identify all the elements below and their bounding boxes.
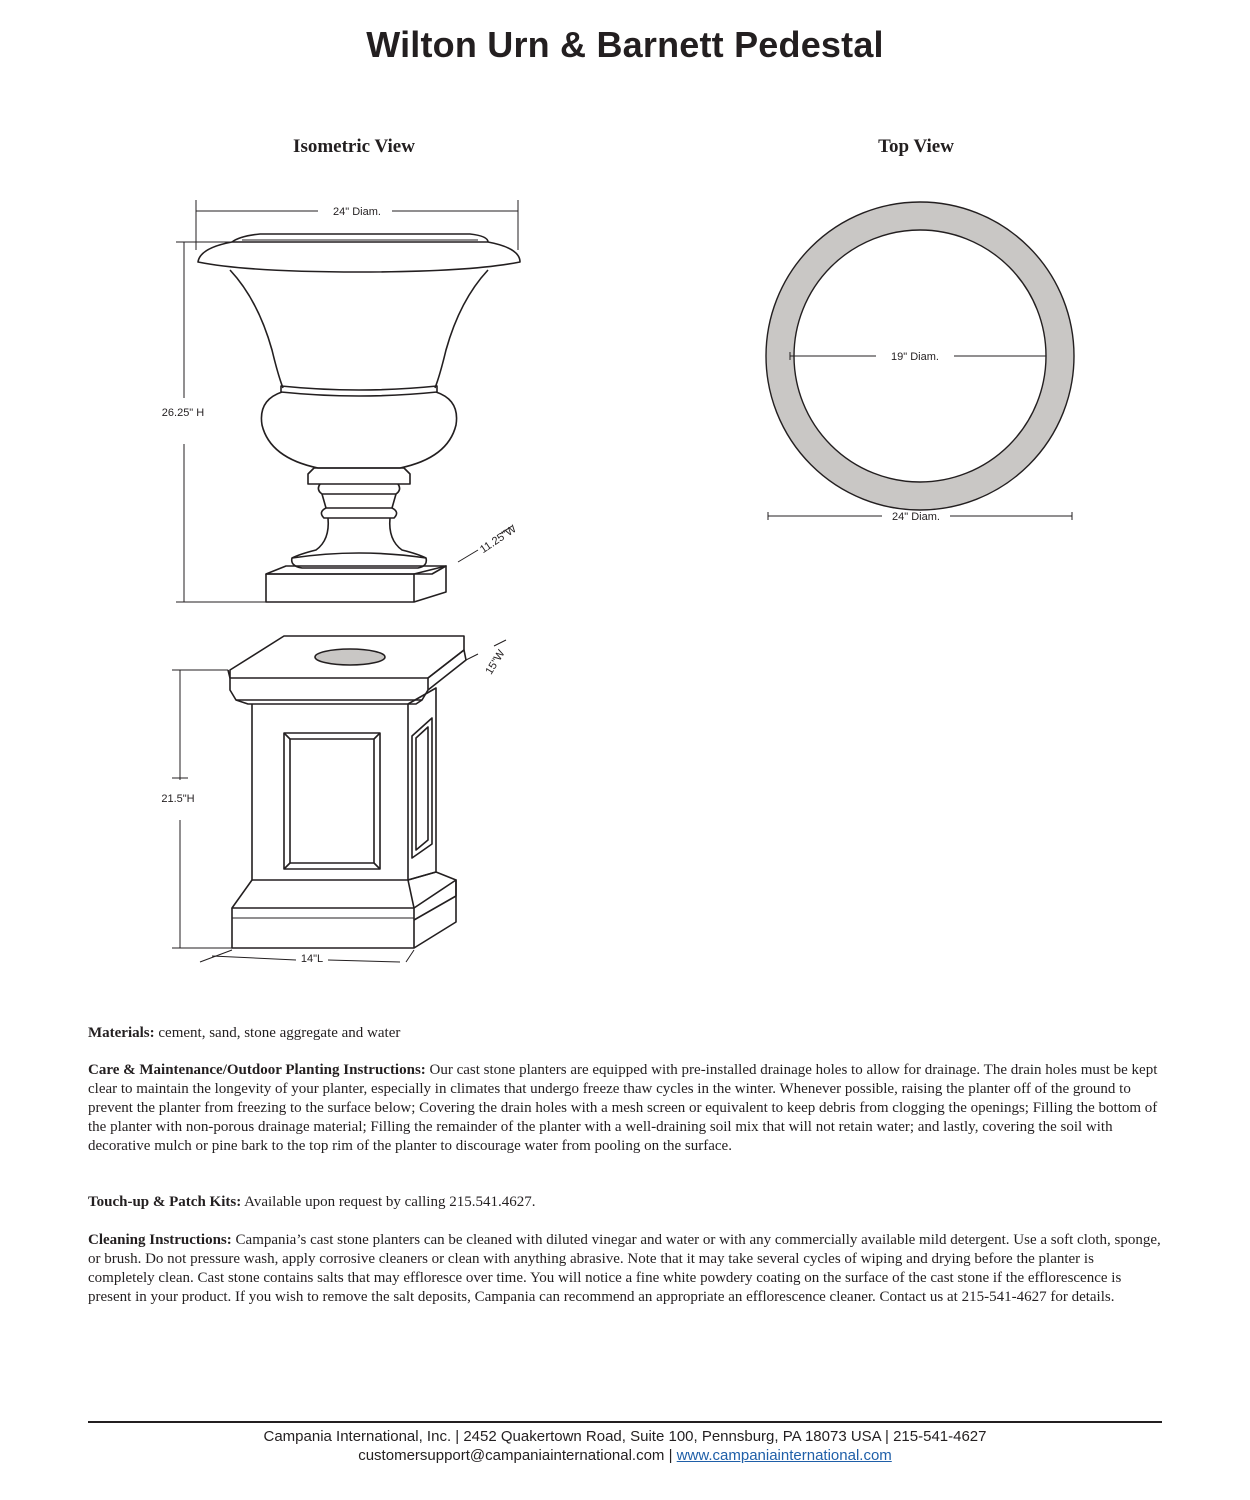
care-section [88,1061,1163,1156]
footer-email[interactable]: customersupport@campaniainternational.com [358,1447,665,1464]
footer-separator: | [664,1447,677,1464]
materials-section [88,1024,1163,1043]
isometric-dimension-lines [172,200,518,962]
touchup-text: Available upon request by calling 215.541.4627. [241,1194,536,1210]
cleaning-section [88,1231,1163,1307]
top-inner-diameter-label: 19" Diam. [891,351,939,363]
materials-text: cement, sand, stone aggregate and water [154,1025,401,1041]
footer-address: Campania International, Inc. | 2452 Quakertown Road, Suite 100, Pennsburg, PA 18073 USA | 215-541-4627 [263,1428,987,1445]
top-outer-diameter-label: 24" Diam. [892,511,940,523]
materials-label: Materials: [88,1025,155,1041]
pedestal-height-label: 21.5"H [161,793,195,805]
touchup-label: Touch-up & Patch Kits: [88,1194,242,1210]
pedestal-drawing [228,636,466,948]
footer-divider [88,1421,1162,1423]
footer-contact [0,1447,1250,1464]
cleaning-text: Campania’s cast stone planters can be cleaned with diluted vinegar and water or with any commercially available mild detergent. Use a soft cloth, sponge, or brush. Do not pressure wash, apply corrosive cleaners or clean with anything abrasive. Note that it may take several cycles of wiping and drying before the planter is completely clean. Cast stone contains salts that may effloresce over time. You will notice a fine white powdery coating on the surface of the cast stone if the efflorescence is present in your product. If you wish to remove the salt deposits, Campania can recommend an appropriate an efflorescence cleaner. Contact us at 215-541-4627 for details. [88,1232,1161,1305]
cleaning-label: Cleaning Instructions: [88,1232,232,1248]
care-label: Care & Maintenance/Outdoor Planting Instructions: [88,1062,426,1078]
urn-base-width-label: 11.25"W [477,523,519,556]
footer-website-link[interactable]: www.campaniainternational.com [676,1447,892,1464]
urn-drawing [198,234,520,602]
care-text: Our cast stone planters are equipped with pre-installed drainage holes to allow for drainage. The drain holes must be kept clear to maintain the longevity of your planter, especially in climates that undergo freeze thaw cycles in the winter. Whenever possible, raising the planter off of the ground to prevent the planter from freezing to the surface below; Covering the drain holes with a mesh screen or equivalent to keep debris from clogging the openings; Filling the bottom of the planter with non-porous drainage material; Filling the remainder of the planter with a well-draining soil mix that will not retain water; and lastly, covering the soil with decorative mulch or pine bark to the top rim of the planter to discourage water from pooling on the surface. [88,1062,1158,1154]
pedestal-length-label: 14"L [300,953,324,965]
urn-diameter-label: 24" Diam. [333,206,381,218]
isometric-view-heading: Isometric View [293,136,415,157]
urn-height-label: 26.25" H [161,407,205,419]
page-title: Wilton Urn & Barnett Pedestal [366,24,884,65]
pedestal-top-width-label: 15"W [483,647,508,677]
touchup-section [88,1193,1163,1212]
top-view-heading: Top View [878,136,954,157]
